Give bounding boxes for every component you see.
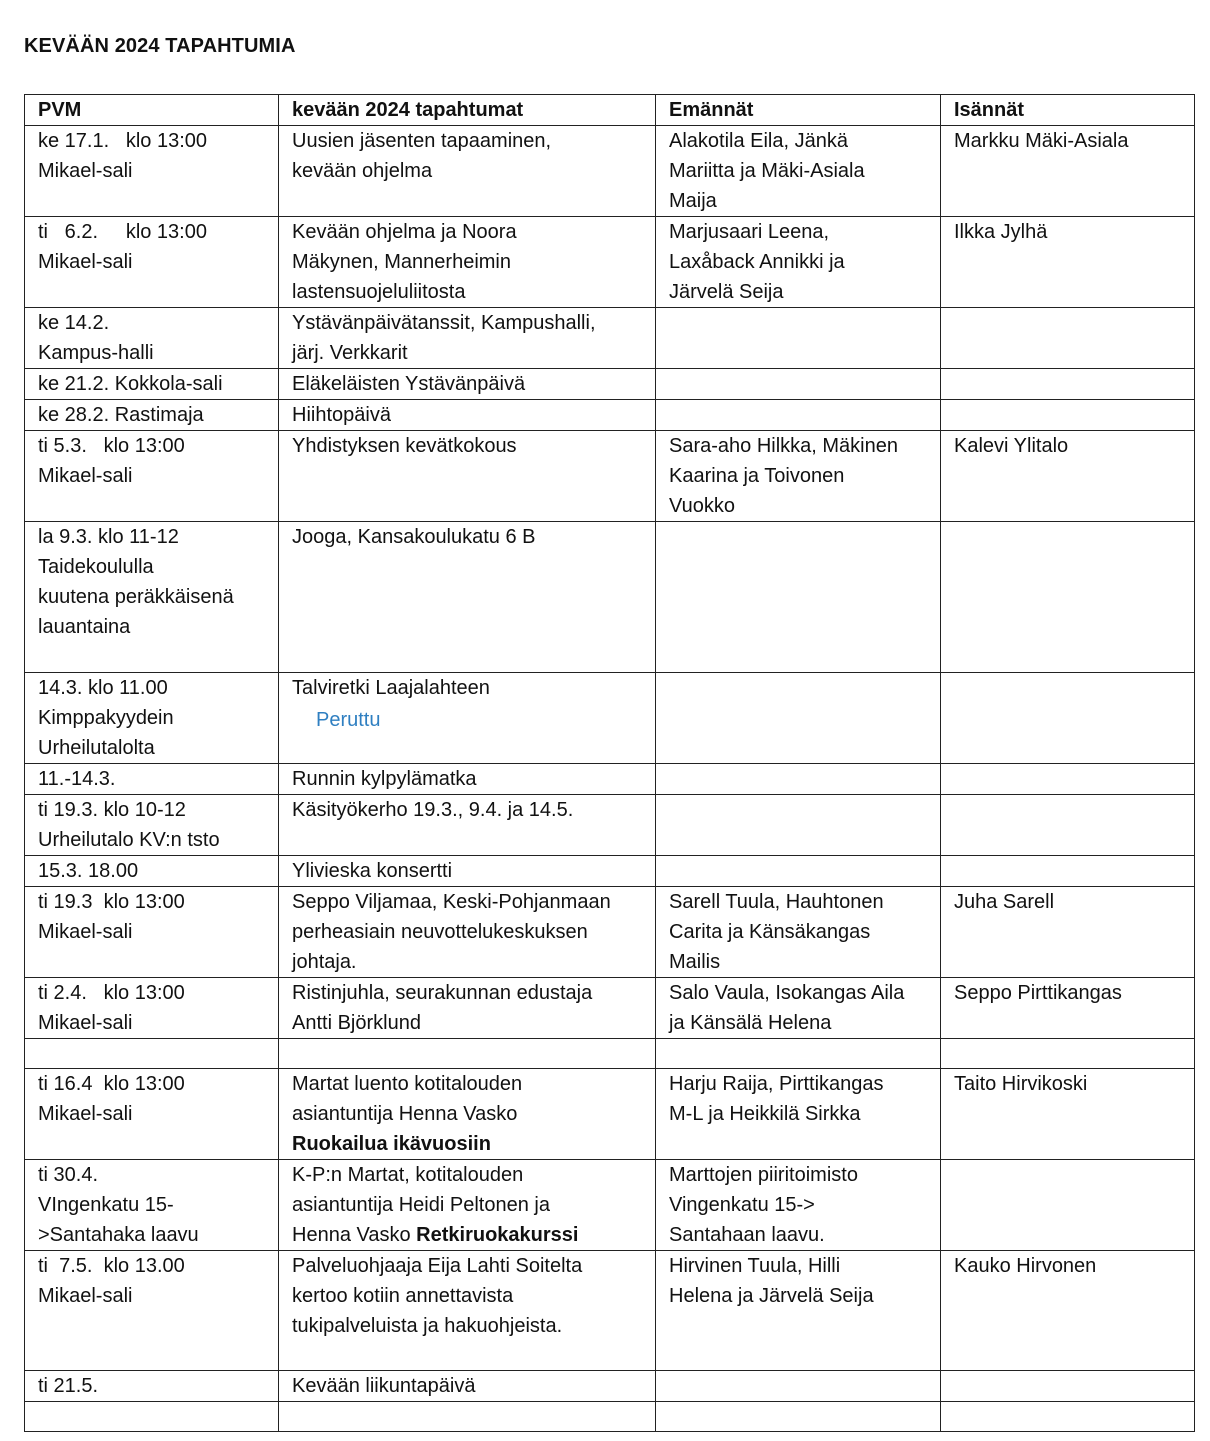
- cell-hostesses: [656, 673, 941, 764]
- cell-date: [25, 400, 279, 431]
- cell-date: [25, 978, 279, 1039]
- cell-hosts: [941, 522, 1195, 673]
- cell-text: Järvelä Seija: [669, 281, 784, 303]
- cell-text: ke 28.2. Rastimaja: [38, 404, 204, 426]
- cell-hostesses: [656, 1039, 941, 1069]
- table-row: [25, 126, 1195, 217]
- cell-text: Taito Hirvikoski: [954, 1073, 1088, 1095]
- cell-text: Carita ja Känsäkangas: [669, 921, 871, 943]
- cell-text: ke 17.1. klo 13:00: [38, 130, 208, 152]
- cell-text: Uusien jäsenten tapaaminen,: [292, 130, 552, 152]
- cell-event: [279, 308, 656, 369]
- table-row: [25, 1371, 1195, 1402]
- cell-date: [25, 673, 279, 764]
- cell-date: [25, 1069, 279, 1160]
- cell-text: la 9.3. klo 11-12: [38, 526, 179, 548]
- cell-date: [25, 1039, 279, 1069]
- cell-text: Ristinjuhla, seurakunnan edustaja: [292, 982, 593, 1004]
- cell-event: [279, 1160, 656, 1251]
- cell-text: Urheilutalolta: [38, 737, 155, 759]
- cell-text: Antti Björklund: [292, 1012, 421, 1034]
- cell-text: Salo Vaula, Isokangas Aila: [669, 982, 905, 1004]
- cell-event: [279, 887, 656, 978]
- cell-event: [279, 1039, 656, 1069]
- cell-event: [279, 1251, 656, 1371]
- cell-text: perheasiain neuvottelukeskuksen: [292, 921, 588, 943]
- table-row: [25, 308, 1195, 369]
- cell-hostesses: [656, 400, 941, 431]
- cell-date: [25, 795, 279, 856]
- table-header-row: [25, 95, 1195, 126]
- cell-text: Seppo Viljamaa, Keski-Pohjanmaan: [292, 891, 611, 913]
- cell-text: Mikael-sali: [38, 1285, 133, 1307]
- cell-text: Jooga, Kansakoulukatu 6 B: [292, 526, 536, 548]
- cell-text: 11.-14.3.: [38, 768, 116, 790]
- cell-text: tukipalveluista ja hakuohjeista.: [292, 1315, 563, 1337]
- cell-hosts: [941, 673, 1195, 764]
- column-header-hostesses: Emännät: [656, 95, 941, 126]
- cell-text: 15.3. 18.00: [38, 860, 139, 882]
- cell-text: ti 7.5. klo 13.00: [38, 1255, 185, 1277]
- cell-date: [25, 522, 279, 673]
- cell-event: [279, 764, 656, 795]
- cell-event: [279, 1069, 656, 1160]
- cell-text: järj. Verkkarit: [292, 342, 408, 364]
- cell-text: Mikael-sali: [38, 1012, 133, 1034]
- cell-hostesses: [656, 1402, 941, 1432]
- cell-text: ke 21.2. Kokkola-sali: [38, 373, 223, 395]
- table-row: [25, 1069, 1195, 1160]
- cell-hosts: [941, 308, 1195, 369]
- cell-text: Eläkeläisten Ystävänpäivä: [292, 373, 526, 395]
- cell-text: Mikael-sali: [38, 251, 133, 273]
- table-row: [25, 1402, 1195, 1432]
- cell-hostesses: [656, 764, 941, 795]
- cell-date: [25, 126, 279, 217]
- cell-text: Taidekoululla: [38, 556, 154, 578]
- cell-hostesses: [656, 431, 941, 522]
- cell-hosts: [941, 978, 1195, 1039]
- cell-hosts: [941, 1371, 1195, 1402]
- cell-date: [25, 431, 279, 522]
- cell-hostesses: [656, 1160, 941, 1251]
- cell-text: VIngenkatu 15-: [38, 1194, 174, 1216]
- cell-text: Talviretki Laajalahteen: [292, 677, 490, 699]
- cell-text: Kimppakyydein: [38, 707, 174, 729]
- cell-text: johtaja.: [292, 951, 357, 973]
- cell-text: lastensuojeluliitosta: [292, 281, 466, 303]
- cell-text: kertoo kotiin annettavista: [292, 1285, 514, 1307]
- table-row: [25, 978, 1195, 1039]
- cell-event: [279, 400, 656, 431]
- cell-text: Helena ja Järvelä Seija: [669, 1285, 874, 1307]
- cell-text: kevään ohjelma: [292, 160, 433, 182]
- table-row: [25, 795, 1195, 856]
- cell-text: Urheilutalo KV:n tsto: [38, 829, 220, 851]
- cell-text: ti 2.4. klo 13:00: [38, 982, 185, 1004]
- cell-date: [25, 856, 279, 887]
- cell-event: [279, 978, 656, 1039]
- cell-text: Mariitta ja Mäki-Asiala: [669, 160, 865, 182]
- cell-text: asiantuntija Heidi Peltonen ja: [292, 1194, 550, 1216]
- table-row: [25, 887, 1195, 978]
- cell-text: >Santahaka laavu: [38, 1224, 199, 1246]
- events-table: [24, 94, 1195, 1432]
- document-title: KEVÄÄN 2024 TAPAHTUMIA: [24, 35, 296, 57]
- cancelled-note: Peruttu: [316, 709, 381, 731]
- cell-text: Runnin kylpylämatka: [292, 768, 477, 790]
- cell-text: lauantaina: [38, 616, 131, 638]
- table-row: [25, 400, 1195, 431]
- table-row: [25, 1251, 1195, 1371]
- cell-text: Martat luento kotitalouden: [292, 1073, 523, 1095]
- cell-text: Mikael-sali: [38, 921, 133, 943]
- cell-date: [25, 1371, 279, 1402]
- cell-hosts: [941, 217, 1195, 308]
- cell-text: Ylivieska konsertti: [292, 860, 453, 882]
- cell-text: Kevään ohjelma ja Noora: [292, 221, 517, 243]
- cell-text: Käsityökerho 19.3., 9.4. ja 14.5.: [292, 799, 574, 821]
- cell-text: asiantuntija Henna Vasko: [292, 1103, 518, 1125]
- event-highlight: Retkiruokakurssi: [416, 1224, 579, 1246]
- cell-text: ti 6.2. klo 13:00: [38, 221, 207, 243]
- table-row: [25, 431, 1195, 522]
- cell-text: ke 14.2.: [38, 312, 110, 334]
- cell-event: [279, 1402, 656, 1432]
- cell-hosts: [941, 1251, 1195, 1371]
- column-header-date: PVM: [25, 95, 279, 126]
- cell-text: ti 19.3 klo 13:00: [38, 891, 185, 913]
- column-header-hosts: Isännät: [941, 95, 1195, 126]
- cell-hostesses: [656, 795, 941, 856]
- cell-hostesses: [656, 1251, 941, 1371]
- cell-hostesses: [656, 1069, 941, 1160]
- cell-hosts: [941, 126, 1195, 217]
- cell-date: [25, 1402, 279, 1432]
- cell-text: Kevään liikuntapäivä: [292, 1375, 476, 1397]
- table-row: [25, 522, 1195, 673]
- cell-hostesses: [656, 369, 941, 400]
- cell-hostesses: [656, 1371, 941, 1402]
- cell-date: [25, 1251, 279, 1371]
- table-row: [25, 369, 1195, 400]
- column-header-event: kevään 2024 tapahtumat: [279, 95, 656, 126]
- cell-text: Maija: [669, 190, 717, 212]
- cell-text: Hiihtopäivä: [292, 404, 391, 426]
- cell-text: Marttojen piiritoimisto: [669, 1164, 858, 1186]
- cell-text: Markku Mäki-Asiala: [954, 130, 1129, 152]
- cell-text: Ystävänpäivätanssit, Kampushalli,: [292, 312, 596, 334]
- table-row: [25, 217, 1195, 308]
- cell-text: Sarell Tuula, Hauhtonen: [669, 891, 884, 913]
- cell-hosts: [941, 1069, 1195, 1160]
- cell-text: ja Känsälä Helena: [669, 1012, 832, 1034]
- cell-text: Harju Raija, Pirttikangas: [669, 1073, 884, 1095]
- cell-text: Kauko Hirvonen: [954, 1255, 1097, 1277]
- cell-hosts: [941, 431, 1195, 522]
- cell-event: [279, 369, 656, 400]
- cell-text: ti 19.3. klo 10-12: [38, 799, 186, 821]
- cell-event: [279, 126, 656, 217]
- cell-text: ti 30.4.: [38, 1164, 99, 1186]
- table-row: [25, 1039, 1195, 1069]
- cell-text: Santahaan laavu.: [669, 1224, 825, 1246]
- cell-text: K-P:n Martat, kotitalouden: [292, 1164, 524, 1186]
- cell-text: Hirvinen Tuula, Hilli: [669, 1255, 841, 1277]
- cell-text: Vuokko: [669, 495, 735, 517]
- cell-date: [25, 217, 279, 308]
- cell-hosts: [941, 400, 1195, 431]
- cell-text: M-L ja Heikkilä Sirkka: [669, 1103, 861, 1125]
- cell-text: kuutena peräkkäisenä: [38, 586, 234, 608]
- cell-text: ti 21.5.: [38, 1375, 99, 1397]
- cell-text: Alakotila Eila, Jänkä: [669, 130, 848, 152]
- cell-hostesses: [656, 978, 941, 1039]
- cell-event: [279, 673, 656, 764]
- cell-text: Sara-aho Hilkka, Mäkinen: [669, 435, 898, 457]
- event-highlight: Ruokailua ikävuosiin: [292, 1133, 491, 1155]
- cell-date: [25, 887, 279, 978]
- cell-text: Mikael-sali: [38, 465, 133, 487]
- cell-hosts: [941, 1402, 1195, 1432]
- cell-date: [25, 369, 279, 400]
- cell-hostesses: [656, 217, 941, 308]
- table-row: [25, 856, 1195, 887]
- cell-event: [279, 1371, 656, 1402]
- table-body: [25, 126, 1195, 1432]
- cell-text: Mikael-sali: [38, 1103, 133, 1125]
- cell-text: Juha Sarell: [954, 891, 1055, 913]
- cell-hostesses: [656, 856, 941, 887]
- cell-text: Marjusaari Leena,: [669, 221, 830, 243]
- cell-event: [279, 522, 656, 673]
- cell-date: [25, 308, 279, 369]
- cell-hostesses: [656, 308, 941, 369]
- cell-hostesses: [656, 126, 941, 217]
- cell-date: [25, 1160, 279, 1251]
- cell-text: Seppo Pirttikangas: [954, 982, 1122, 1004]
- cell-text: Kalevi Ylitalo: [954, 435, 1069, 457]
- cell-text: Vingenkatu 15->: [669, 1194, 815, 1216]
- cell-hostesses: [656, 522, 941, 673]
- cell-hosts: [941, 764, 1195, 795]
- cell-event: [279, 795, 656, 856]
- cell-text: 14.3. klo 11.00: [38, 677, 168, 699]
- cell-event: [279, 431, 656, 522]
- cell-date: [25, 764, 279, 795]
- cell-hosts: [941, 1039, 1195, 1069]
- cell-text: ti 16.4 klo 13:00: [38, 1073, 185, 1095]
- cell-text: Henna Vasko: [292, 1224, 417, 1246]
- cell-hosts: [941, 887, 1195, 978]
- cell-text: ti 5.3. klo 13:00: [38, 435, 185, 457]
- cell-text: Mikael-sali: [38, 160, 133, 182]
- cell-event: [279, 856, 656, 887]
- cell-text: Yhdistyksen kevätkokous: [292, 435, 517, 457]
- cell-hosts: [941, 856, 1195, 887]
- cell-hosts: [941, 1160, 1195, 1251]
- table-row: [25, 1160, 1195, 1251]
- cell-text: Mäkynen, Mannerheimin: [292, 251, 511, 273]
- cell-hosts: [941, 795, 1195, 856]
- table-row: [25, 764, 1195, 795]
- cell-hostesses: [656, 887, 941, 978]
- cell-text: Laxåback Annikki ja: [669, 251, 845, 273]
- table-row: [25, 673, 1195, 764]
- cell-event: [279, 217, 656, 308]
- cell-hosts: [941, 369, 1195, 400]
- cell-text: Mailis: [669, 951, 721, 973]
- cell-text: Ilkka Jylhä: [954, 221, 1048, 243]
- cell-text: Kampus-halli: [38, 342, 154, 364]
- cell-text: Kaarina ja Toivonen: [669, 465, 845, 487]
- cell-text: Palveluohjaaja Eija Lahti Soitelta: [292, 1255, 583, 1277]
